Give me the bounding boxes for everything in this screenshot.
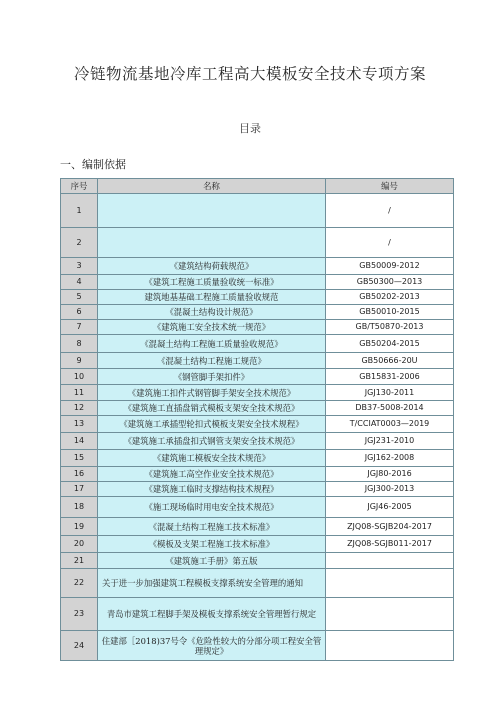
table-row (61, 228, 454, 258)
table-row (61, 194, 454, 228)
table-header-row (61, 179, 454, 194)
row-no: 4 (61, 275, 98, 290)
row-name: 《施工现场临时用电安全技术规范》 (98, 497, 326, 518)
row-no: 7 (61, 320, 98, 335)
row-no: 14 (61, 433, 98, 450)
row-name (98, 228, 326, 258)
row-no: 22 (61, 569, 98, 598)
table-row (61, 385, 454, 401)
row-name: 关于进一步加强建筑工程模板支撑系统安全管理的通知 (98, 569, 326, 598)
table-row (61, 497, 454, 518)
row-no: 5 (61, 290, 98, 305)
row-no: 1 (61, 194, 98, 228)
row-code: T/CCIAT0003—2019 (326, 416, 454, 433)
row-code (326, 598, 454, 631)
row-no: 6 (61, 305, 98, 320)
row-no: 17 (61, 482, 98, 497)
row-no: 23 (61, 598, 98, 631)
row-name: 《混凝土结构工程施工规范》 (98, 353, 326, 369)
row-name: 《建筑施工临时支撑结构技术规程》 (98, 482, 326, 497)
table-row (61, 353, 454, 369)
row-code: JGJ80-2016 (326, 467, 454, 482)
row-name: 《模板及支架工程施工技术标准》 (98, 536, 326, 553)
row-name: 《钢管脚手架扣件》 (98, 369, 326, 385)
table-row (61, 290, 454, 305)
row-name: 《建筑施工扣件式钢管脚手架安全技术规范》 (98, 385, 326, 401)
row-no: 21 (61, 553, 98, 569)
header-no: 序号 (61, 179, 98, 194)
section-heading: 一、编制依据 (60, 158, 126, 171)
row-code: GB50666-20U (326, 353, 454, 369)
row-name: 住建部［2018)37号令《危险性较大的分部分项工程安全管理规定》 (98, 631, 326, 661)
row-no: 13 (61, 416, 98, 433)
row-no: 12 (61, 401, 98, 416)
row-name: 《混凝土结构工程施工质量验收规范》 (98, 335, 326, 353)
row-no: 18 (61, 497, 98, 518)
row-code: JGJ46-2005 (326, 497, 454, 518)
row-code: / (326, 194, 454, 228)
row-name: 《建筑施工直插盘销式模板支架安全技术规范》 (98, 401, 326, 416)
table-row (61, 401, 454, 416)
row-name: 《建筑结构荷载规范》 (98, 258, 326, 275)
row-code (326, 569, 454, 598)
row-name: 《建筑施工承插型轮扣式模板支架安全技术规程》 (98, 416, 326, 433)
table-row (61, 433, 454, 450)
row-name: 《混凝土结构工程施工技术标准》 (98, 518, 326, 536)
row-no: 9 (61, 353, 98, 369)
table-row (61, 305, 454, 320)
row-name: 《建筑施工高空作业安全技术规范》 (98, 467, 326, 482)
row-no: 8 (61, 335, 98, 353)
row-no: 20 (61, 536, 98, 553)
table-row (61, 416, 454, 433)
row-name: 《建筑施工安全技术统一规范》 (98, 320, 326, 335)
row-code: JGJ162-2008 (326, 450, 454, 467)
row-code: GB50204-2015 (326, 335, 454, 353)
row-code: GB50300—2013 (326, 275, 454, 290)
table-row (61, 335, 454, 353)
table-row (61, 631, 454, 661)
row-code (326, 553, 454, 569)
row-no: 11 (61, 385, 98, 401)
row-code: GB/T50870-2013 (326, 320, 454, 335)
row-no: 19 (61, 518, 98, 536)
row-name: 青岛市建筑工程脚手架及模板支撑系统安全管理暂行规定 (98, 598, 326, 631)
row-code: GB50009-2012 (326, 258, 454, 275)
table-row (61, 553, 454, 569)
row-code: DB37-5008-2014 (326, 401, 454, 416)
row-code: ZJQ08-SGJB011-2017 (326, 536, 454, 553)
header-code: 编号 (326, 179, 454, 194)
header-name: 名称 (98, 179, 326, 194)
toc-label: 目录 (239, 122, 261, 135)
table-row (61, 467, 454, 482)
row-code: GB15831-2006 (326, 369, 454, 385)
table-row (61, 450, 454, 467)
table-row (61, 258, 454, 275)
row-code: GB50010-2015 (326, 305, 454, 320)
row-code: JGJ130-2011 (326, 385, 454, 401)
table-row (61, 320, 454, 335)
row-code: JGJ300-2013 (326, 482, 454, 497)
table-row (61, 598, 454, 631)
table-row (61, 369, 454, 385)
row-no: 3 (61, 258, 98, 275)
row-no: 16 (61, 467, 98, 482)
row-no: 15 (61, 450, 98, 467)
table-row (61, 275, 454, 290)
row-name: 《混凝土结构设计规范》 (98, 305, 326, 320)
row-no: 24 (61, 631, 98, 661)
row-code: JGJ231-2010 (326, 433, 454, 450)
row-name: 《建筑施工手册》第五版 (98, 553, 326, 569)
row-name (98, 194, 326, 228)
table-row (61, 536, 454, 553)
row-name: 《建筑施工承插盘扣式钢管支架安全技术规范》 (98, 433, 326, 450)
row-name: 《建筑施工模板安全技术规范》 (98, 450, 326, 467)
table-row (61, 518, 454, 536)
row-no: 10 (61, 369, 98, 385)
standards-table (60, 178, 454, 661)
row-name: 建筑地基基础工程施工质量验收规范 (98, 290, 326, 305)
row-no: 2 (61, 228, 98, 258)
row-code: ZJQ08-SGJB204-2017 (326, 518, 454, 536)
table-row (61, 482, 454, 497)
row-name: 《建筑工程施工质量验收统一标准》 (98, 275, 326, 290)
row-code: GB50202-2013 (326, 290, 454, 305)
document-title: 冷链物流基地冷库工程高大模板安全技术专项方案 (73, 65, 426, 83)
row-code (326, 631, 454, 661)
table-row (61, 569, 454, 598)
row-code: / (326, 228, 454, 258)
